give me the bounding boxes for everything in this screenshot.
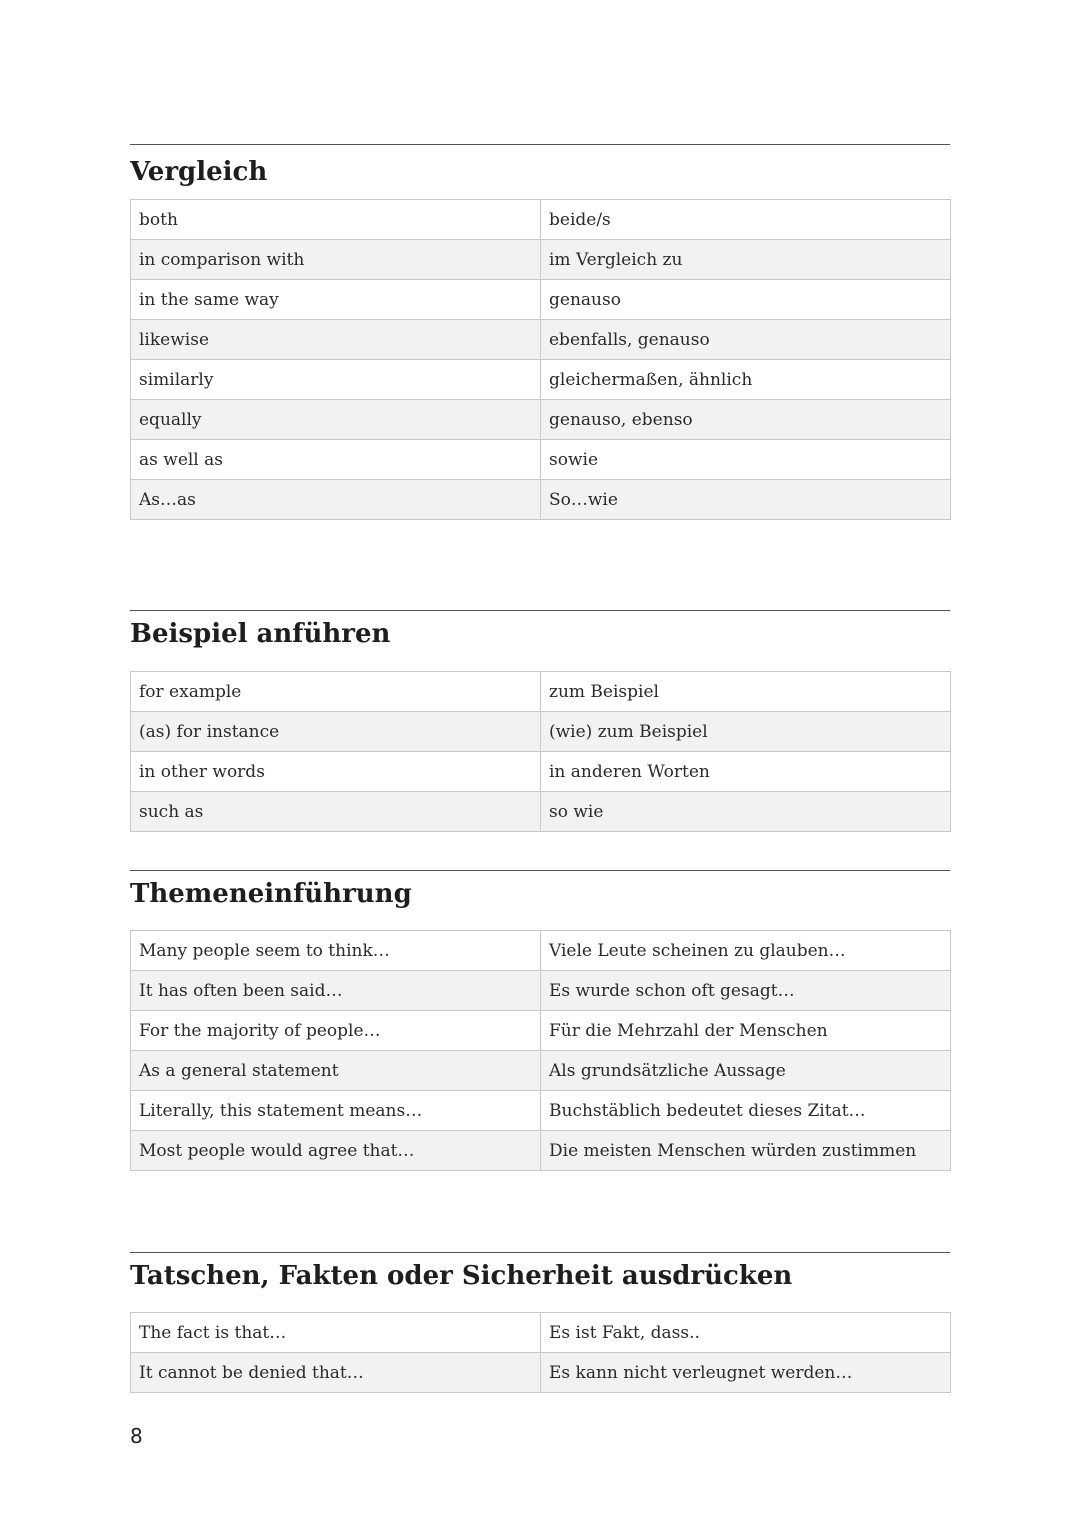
section-title: Beispiel anführen — [130, 619, 391, 649]
section-title: Vergleich — [130, 157, 268, 187]
table-row — [131, 440, 951, 480]
english-cell: in other words — [131, 752, 541, 792]
section-divider — [130, 870, 950, 871]
page-number: 8 — [130, 1424, 143, 1448]
german-cell: ebenfalls, genauso — [541, 320, 951, 360]
english-cell: both — [131, 200, 541, 240]
german-cell: gleichermaßen, ähnlich — [541, 360, 951, 400]
german-cell: Die meisten Menschen würden zustimmen — [541, 1131, 951, 1171]
german-cell: genauso — [541, 280, 951, 320]
table-row — [131, 792, 951, 832]
german-cell: So…wie — [541, 480, 951, 520]
vocab-table — [130, 199, 951, 520]
english-cell: in the same way — [131, 280, 541, 320]
english-cell: likewise — [131, 320, 541, 360]
vocab-table — [130, 1312, 951, 1393]
table-row — [131, 1091, 951, 1131]
english-cell: such as — [131, 792, 541, 832]
german-cell: im Vergleich zu — [541, 240, 951, 280]
english-cell: As a general statement — [131, 1051, 541, 1091]
english-cell: equally — [131, 400, 541, 440]
german-cell: beide/s — [541, 200, 951, 240]
table-row — [131, 752, 951, 792]
vocab-table — [130, 671, 951, 832]
section-divider — [130, 144, 950, 145]
section-title: Themeneinführung — [130, 879, 412, 909]
english-cell: It has often been said… — [131, 971, 541, 1011]
table-row — [131, 971, 951, 1011]
table-row — [131, 712, 951, 752]
section-divider — [130, 1252, 950, 1253]
vocab-table — [130, 930, 951, 1171]
table-row — [131, 1131, 951, 1171]
english-cell: The fact is that… — [131, 1313, 541, 1353]
german-cell: Für die Mehrzahl der Menschen — [541, 1011, 951, 1051]
table-row — [131, 672, 951, 712]
german-cell: Buchstäblich bedeutet dieses Zitat… — [541, 1091, 951, 1131]
german-cell: Viele Leute scheinen zu glauben… — [541, 931, 951, 971]
german-cell: zum Beispiel — [541, 672, 951, 712]
table-row — [131, 931, 951, 971]
german-cell: (wie) zum Beispiel — [541, 712, 951, 752]
english-cell: It cannot be denied that… — [131, 1353, 541, 1393]
section-vergleich — [130, 144, 950, 510]
german-cell: Es ist Fakt, dass.. — [541, 1313, 951, 1353]
table-row — [131, 360, 951, 400]
english-cell: Literally, this statement means… — [131, 1091, 541, 1131]
english-cell: similarly — [131, 360, 541, 400]
section-beispiel-anfuehren — [130, 610, 950, 822]
german-cell: in anderen Worten — [541, 752, 951, 792]
german-cell: Es kann nicht verleugnet werden… — [541, 1353, 951, 1393]
english-cell: For the majority of people… — [131, 1011, 541, 1051]
table-row — [131, 400, 951, 440]
section-divider — [130, 610, 950, 611]
section-themeneinfuehrung — [130, 870, 950, 1161]
english-cell: for example — [131, 672, 541, 712]
table-row — [131, 1313, 951, 1353]
german-cell: Als grundsätzliche Aussage — [541, 1051, 951, 1091]
english-cell: As…as — [131, 480, 541, 520]
german-cell: sowie — [541, 440, 951, 480]
table-row — [131, 1353, 951, 1393]
table-row — [131, 280, 951, 320]
german-cell: Es wurde schon oft gesagt… — [541, 971, 951, 1011]
table-row — [131, 1051, 951, 1091]
table-row — [131, 320, 951, 360]
table-row — [131, 1011, 951, 1051]
english-cell: (as) for instance — [131, 712, 541, 752]
english-cell: as well as — [131, 440, 541, 480]
table-row — [131, 240, 951, 280]
english-cell: Many people seem to think… — [131, 931, 541, 971]
english-cell: in comparison with — [131, 240, 541, 280]
german-cell: so wie — [541, 792, 951, 832]
table-row — [131, 480, 951, 520]
table-row — [131, 200, 951, 240]
section-fakten-ausdruecken — [130, 1252, 950, 1383]
section-title: Tatschen, Fakten oder Sicherheit ausdrücken — [130, 1261, 793, 1291]
english-cell: Most people would agree that… — [131, 1131, 541, 1171]
german-cell: genauso, ebenso — [541, 400, 951, 440]
